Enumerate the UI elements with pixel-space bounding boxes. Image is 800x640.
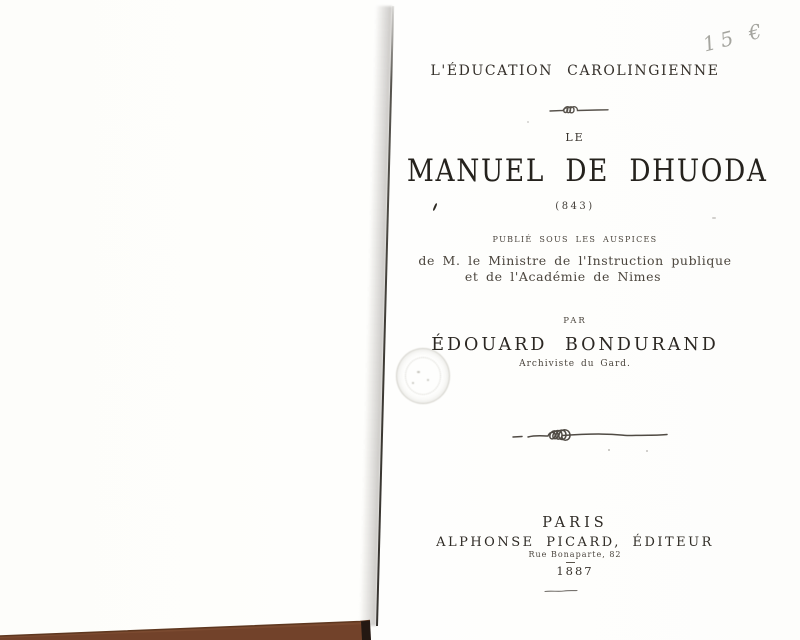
paper-speck [608, 449, 610, 451]
imprint-publisher: ALPHONSE PICARD, ÉDITEUR [436, 535, 714, 550]
library-stamp-icon [396, 348, 450, 404]
book-title-text: MANUEL DE DHUODA [406, 153, 768, 189]
desk-edge [0, 614, 800, 640]
flourish-scribble-icon [510, 427, 670, 449]
library-stamp-inner-ring [405, 357, 441, 395]
paper-speck [527, 121, 529, 123]
title-date: (843) [555, 201, 595, 212]
byline-prefix: PAR [563, 316, 587, 326]
stamp-speck [427, 379, 429, 381]
imprint-year: 1887 [556, 564, 594, 578]
paper-speck [646, 450, 648, 452]
title-article: LE [565, 131, 585, 144]
author-role: Archiviste du Gard. [519, 359, 631, 369]
series-title: L'ÉDUCATION CAROLINGIENNE [430, 63, 720, 79]
imprint-city: PARIS [542, 515, 608, 531]
auspices-line-2: de M. le Ministre de l'Instruction publique [418, 253, 732, 268]
author-name: ÉDOUARD BONDURAND [431, 335, 719, 355]
closing-dash-icon [544, 579, 578, 598]
pencil-price-note: 15 € [700, 17, 769, 57]
squiggle-rule-icon [548, 101, 610, 120]
book-title [375, 153, 775, 189]
auspices-line-3: et de l'Académie de Nimes [464, 269, 662, 284]
stamp-speck [417, 371, 420, 373]
stamp-speck [412, 382, 414, 384]
page-fold-shadow [359, 6, 392, 626]
imprint-address: Rue Bonaparte, 82 [528, 550, 622, 559]
auspices-line-1: PUBLIÉ SOUS LES AUSPICES [492, 235, 658, 244]
paper-speck [712, 217, 716, 219]
